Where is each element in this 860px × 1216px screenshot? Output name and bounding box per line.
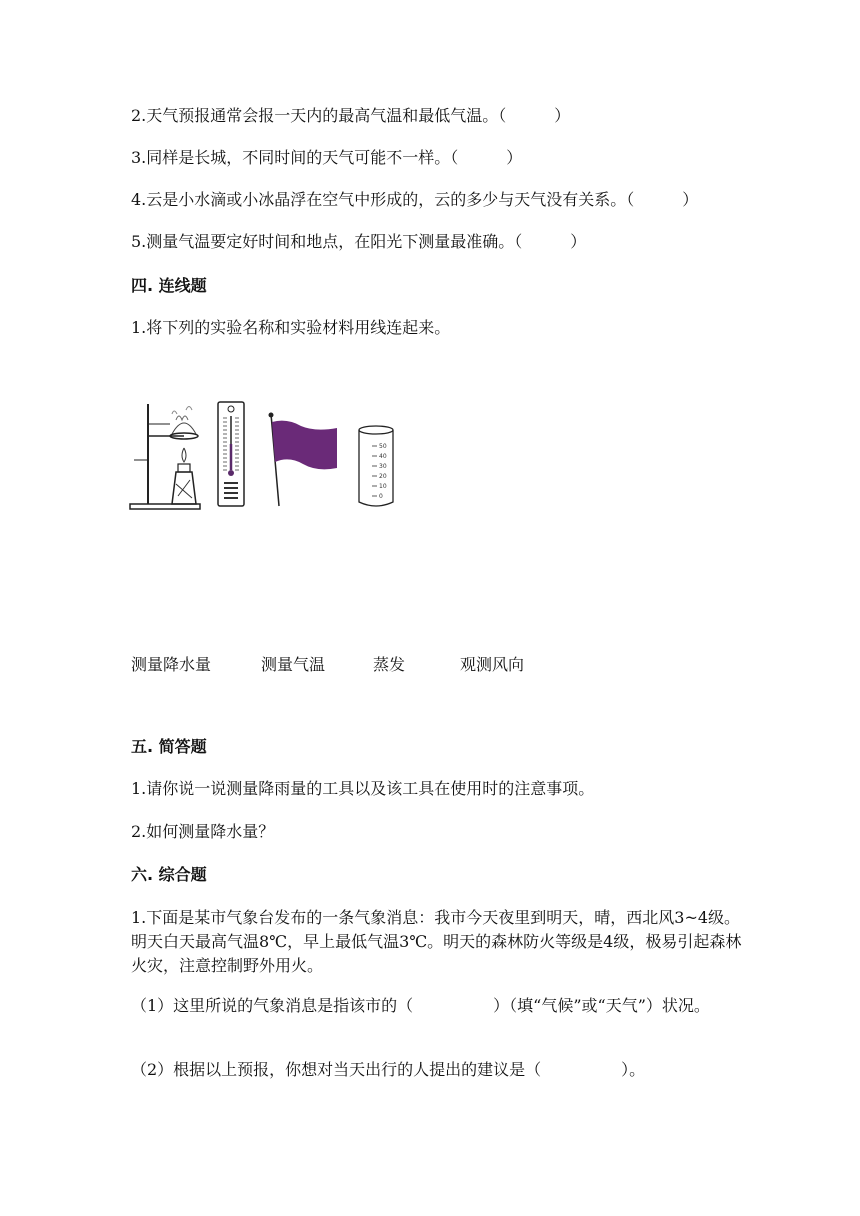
match-name-precipitation: 测量降水量 (131, 655, 212, 674)
gauge-tick-label: 10 (379, 483, 387, 490)
short-answer-question-1: 1.请你说一说测量降雨量的工具以及该工具在使用时的注意事项。 (131, 779, 595, 798)
short-answer-question-2: 2.如何测量降水量？ (131, 822, 275, 841)
rain-gauge-icon (356, 424, 396, 510)
match-question-1: 1.将下列的实验名称和实验材料用线连起来。 (131, 318, 451, 337)
section-heading-short-answer: 五. 简答题 (131, 737, 207, 756)
wind-flag-icon (265, 410, 341, 508)
lab-stand-icon (128, 400, 202, 512)
judge-question-5: 5.测量气温要定好时间和地点，在阳光下测量最准确。（ ） (131, 232, 587, 251)
comprehensive-question-1: 1.下面是某市气象台发布的一条气象消息：我市今天夜里到明天，晴，西北风3~4级。明天白天最高气温8℃，早上最低气温3℃。明天的森林防火等级是4级，极易引起森林火灾，注意控制野外用火。 (131, 908, 742, 975)
gauge-tick-label: 20 (379, 473, 387, 480)
judge-question-3: 3.同样是长城，不同时间的天气可能不一样。（ ） (131, 148, 523, 167)
gauge-tick-label: 40 (379, 453, 387, 460)
match-name-temperature: 测量气温 (261, 655, 326, 674)
judge-question-2: 2.天气预报通常会报一天内的最高气温和最低气温。（ ） (131, 106, 571, 125)
judge-question-4: 4.云是小水滴或小冰晶浮在空气中形成的，云的多少与天气没有关系。（ ） (131, 190, 699, 209)
gauge-tick-label: 0 (379, 493, 383, 500)
thermometer-icon (216, 400, 246, 508)
match-name-evaporation: 蒸发 (373, 655, 406, 674)
gauge-tick-label: 50 (379, 443, 387, 450)
comprehensive-subquestion-1: （1）这里所说的气象消息是指该市的（ ）（填“气候”或“天气”）状况。 (131, 996, 710, 1015)
gauge-tick-label: 30 (379, 463, 387, 470)
comprehensive-subquestion-2: （2）根据以上预报，你想对当天出行的人提出的建议是（ ）。 (131, 1060, 646, 1079)
section-heading-comprehensive: 六. 综合题 (131, 865, 207, 884)
match-name-wind-direction: 观测风向 (460, 655, 525, 674)
section-heading-match: 四. 连线题 (131, 276, 207, 295)
